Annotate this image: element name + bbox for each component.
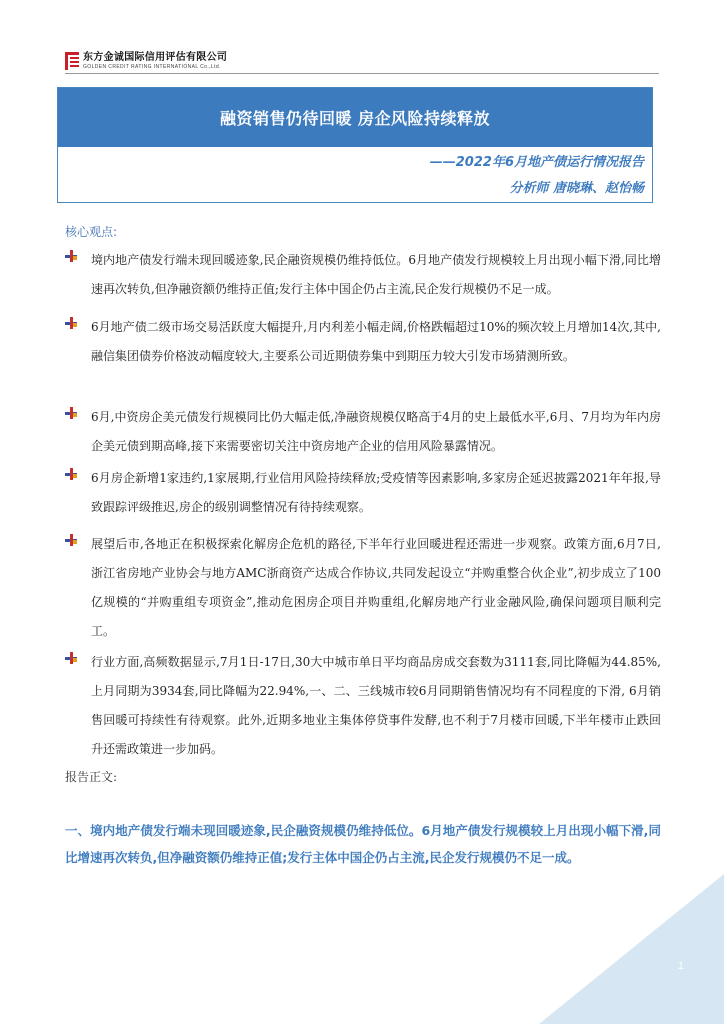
core-view-item bbox=[65, 313, 661, 371]
report-title: 融资销售仍待回暖 房企风险持续释放 bbox=[219, 109, 491, 128]
company-name-en: GOLDEN CREDIT RATING INTERNATIONAL Co.,Ltd. bbox=[83, 63, 221, 70]
analyst-names: 分析师 唐晓琳、赵怡畅 bbox=[509, 181, 644, 196]
corner-decoration bbox=[539, 874, 724, 1024]
core-view-text: 6月地产债二级市场交易活跃度大幅提升,月内利差小幅走阔,价格跌幅超过10%的频次较上月增加14次,其中,融信集团债券价格波动幅度较大,主要系公司近期债券集中到期压力较大引发市场猜测所致。 bbox=[91, 320, 661, 363]
core-view-item bbox=[65, 648, 661, 764]
company-name bbox=[83, 53, 227, 70]
core-view-text: 6月,中资房企美元债发行规模同比仍大幅走低,净融资规模仅略高于4月的史上最低水平,6月、7月均为年内房企美元债到期高峰,接下来需要密切关注中资房地产企业的信用风险暴露情况。 bbox=[91, 410, 661, 453]
core-view-text: 展望后市,各地正在积极探索化解房企危机的路径,下半年行业回暖进程还需进一步观察。政策方面,6月7日,浙江省房地产业协会与地方AMC浙商资产达成合作协议,共同发起设立“并购重整合伙企业”,初步成立了100亿规模的“并购重组专项资金”,推动危困房企项目并购重组,化解房地产行业金融风险,确保问题项目顺利完工。 bbox=[91, 537, 661, 638]
core-views-label: 核心观点: bbox=[65, 225, 118, 239]
core-view-text: 境内地产债发行端未现回暖迹象,民企融资规模仍维持低位。6月地产债发行规模较上月出现小幅下滑,同比增速再次转负,但净融资额仍维持正值;发行主体中国企仍占主流,民企发行规模仍不足一成。 bbox=[91, 253, 661, 296]
core-view-item bbox=[65, 464, 661, 522]
core-view-item bbox=[65, 530, 661, 646]
core-view-item bbox=[65, 403, 661, 461]
report-header bbox=[65, 50, 227, 72]
bullet-icon bbox=[65, 468, 77, 480]
page-number: 1 bbox=[677, 960, 684, 972]
core-view-text: 行业方面,高频数据显示,7月1日-17日,30大中城市单日平均商品房成交套数为3111套,同比降幅为44.85%,上月同期为3934套,同比降幅为22.94%,一、二、三线城市较6月同期销售情况均有不同程度的下滑, 6月销售回暖可持续性有待观察。此外,近期多地业主集体停贷事件发酵,也不利于7月楼市回暖,下半年楼市止跌回升还需政策进一步加码。 bbox=[91, 655, 661, 756]
bullet-icon bbox=[65, 407, 77, 419]
bullet-icon bbox=[65, 250, 77, 262]
bullet-icon bbox=[65, 317, 77, 329]
report-body-label: 报告正文: bbox=[65, 770, 118, 784]
bullet-icon bbox=[65, 534, 77, 546]
company-name-cn: 东方金诚国际信用评估有限公司 bbox=[83, 51, 228, 63]
core-view-item bbox=[65, 246, 661, 304]
section-heading: 一、境内地产债发行端未现回暖迹象,民企融资规模仍维持低位。6月地产债发行规模较上月出现小幅下滑,同比增速再次转负,但净融资额仍维持正值;发行主体中国企仍占主流,民企发行规模仍不足一成。 bbox=[65, 823, 661, 865]
core-view-text: 6月房企新增1家违约,1家展期,行业信用风险持续释放;受疫情等因素影响,多家房企延迟披露2021年年报,导致跟踪评级推迟,房企的级别调整情况有待持续观察。 bbox=[91, 471, 661, 514]
header-divider bbox=[65, 73, 659, 74]
title-bar bbox=[58, 88, 652, 147]
title-box bbox=[57, 87, 653, 203]
bullet-icon bbox=[65, 652, 77, 664]
report-subtitle: ——2022年6月地产债运行情况报告 bbox=[429, 155, 644, 170]
company-logo-icon bbox=[65, 52, 79, 70]
